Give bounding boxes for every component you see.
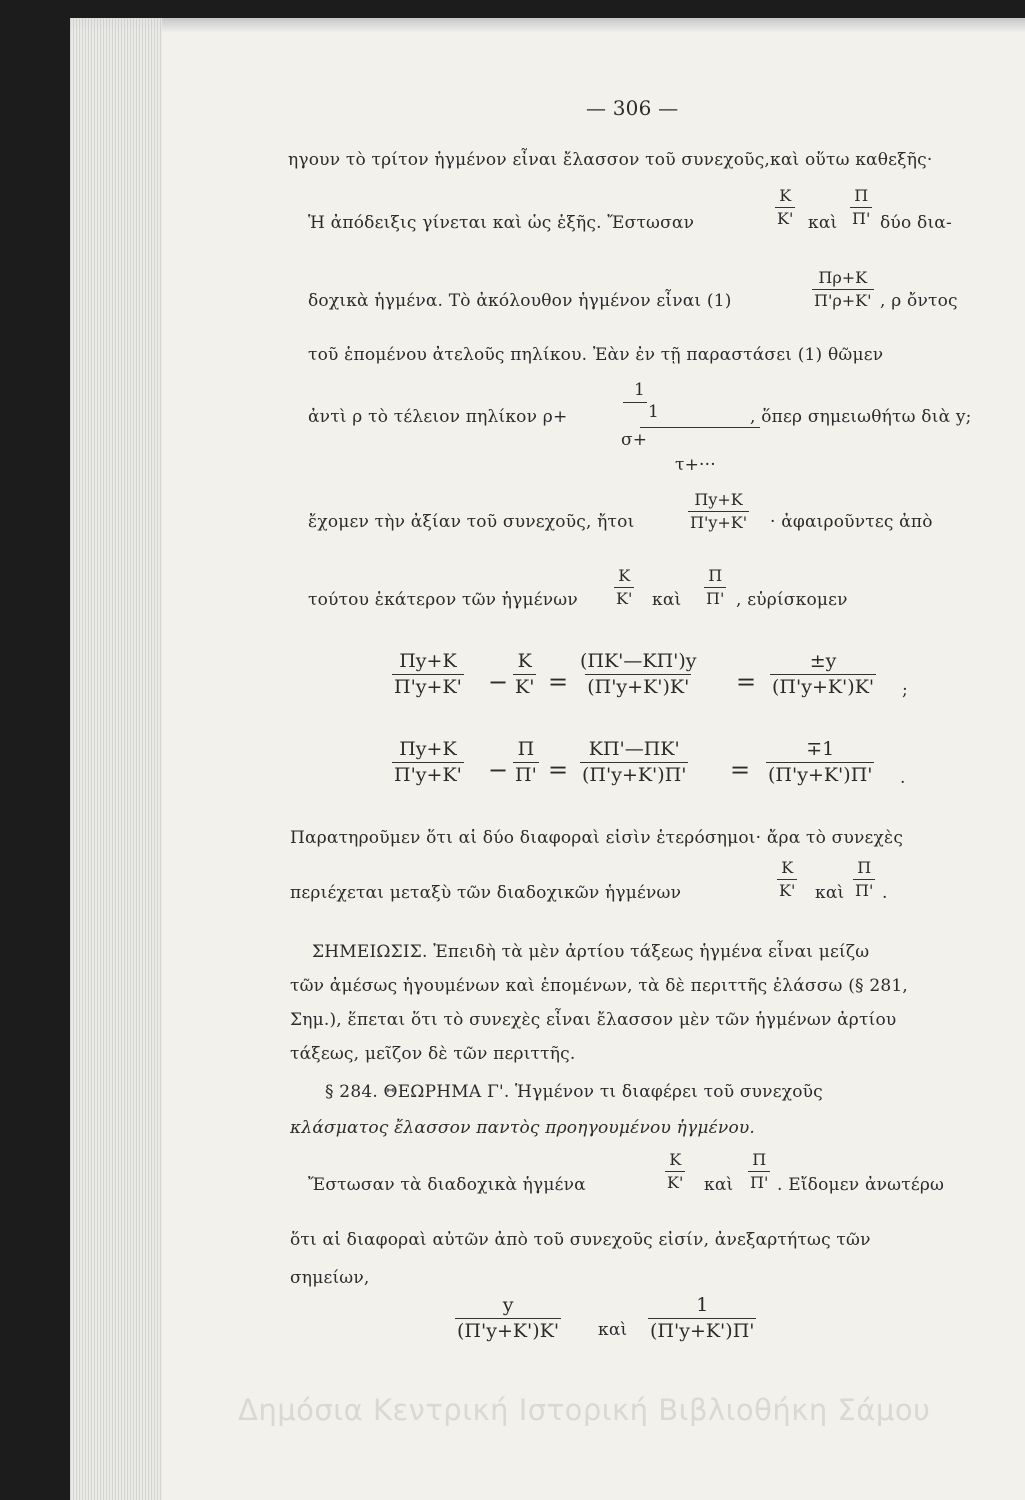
eq2-frac-4 [766, 740, 874, 785]
text-line-3a: δοχικὰ ἡγμένα. Τὸ ἀκόλουθον ἡγμένον εἶναι (1) [308, 291, 732, 311]
denominator: K' [616, 589, 633, 608]
text-line-16b: καὶ [704, 1175, 734, 1195]
cf-sigma: σ+ [621, 430, 648, 450]
eq1-frac-1 [392, 652, 464, 697]
numerator: ±y [809, 650, 837, 672]
text-line-16c: . Εἴδομεν ἀνωτέρω [777, 1175, 945, 1195]
denominator: Π'ρ+K' [814, 291, 872, 310]
denominator: K' [515, 676, 535, 698]
fraction-K-over-Kp [775, 188, 795, 227]
denominator: Π' [855, 881, 874, 900]
numerator: Π [854, 186, 869, 205]
text-line-10: ΣΗΜΕΙΩΣΙΣ. Ἐπειδὴ τὰ μὲν ἀρτίου τάξεως ἡγμένα εἶναι μείζω [312, 942, 870, 962]
theorem-statement: κλάσματος ἔλασσον παντὸς προηγουμένου ἡγμένου. [290, 1118, 756, 1138]
fraction-K-over-Kp-2 [614, 568, 634, 607]
text-line-11: τῶν ἀμέσως ἡγουμένων καὶ ἑπομένων, τὰ δὲ περιττῆς ἐλάσσω (§ 281, [290, 976, 908, 996]
numerator: Π [517, 738, 535, 760]
denominator: Π'y+K' [394, 676, 462, 698]
final-frac-1 [648, 1296, 756, 1341]
denominator: Π'y+K' [394, 764, 462, 786]
text-line-9-period: . [882, 883, 888, 903]
cf-bar-2 [640, 427, 760, 428]
text-line-12: Σημ.), ἕπεται ὅτι τὸ συνεχὲς εἶναι ἔλασσον μὲν τῶν ἡγμένων ἀρτίου [290, 1010, 897, 1030]
fraction-rho [812, 270, 874, 309]
eq2-frac-2 [513, 740, 539, 785]
eq2-frac-1 [392, 740, 464, 785]
numerator: Π [708, 566, 723, 585]
fraction-K-over-Kp-4 [665, 1152, 685, 1191]
numerator: Π [857, 858, 872, 877]
denominator: Π' [852, 209, 871, 228]
eq2-period: . [900, 768, 906, 788]
cf-one-mid: 1 [648, 402, 660, 422]
text-line-7b: καὶ [652, 590, 682, 610]
eq2-frac-3 [580, 740, 688, 785]
numerator: K [517, 650, 532, 672]
text-line-18: σημείων, [290, 1268, 370, 1288]
numerator: Πy+K [694, 490, 743, 509]
page-edge-stack [70, 18, 162, 1500]
denominator: K' [667, 1173, 684, 1192]
numerator: Πy+K [399, 738, 457, 760]
text-line-16a: Ἔστωσαν τὰ διαδοχικὰ ἡγμένα [308, 1175, 586, 1195]
fraction-P-over-Pp-3 [853, 860, 875, 899]
denominator: (Π'y+K')Π' [650, 1320, 755, 1342]
eq1-frac-4 [770, 652, 876, 697]
denominator: Π' [706, 589, 725, 608]
cf-tau: τ+··· [675, 455, 716, 475]
eq1-frac-3 [578, 652, 699, 697]
numerator: Πρ+K [818, 268, 868, 287]
numerator: K [618, 566, 631, 585]
text-line-2c: δύο δια- [880, 213, 952, 233]
text-line-2b: καὶ [808, 213, 838, 233]
numerator: Πy+K [399, 650, 457, 672]
denominator: Π' [750, 1173, 769, 1192]
eq2-equals-2: = [730, 756, 751, 784]
page-top-band [70, 18, 1025, 32]
text-line-3b: , ρ ὄντος [880, 291, 958, 311]
denominator: (Π'y+K')K' [457, 1320, 560, 1342]
eq1-equals-1: = [548, 668, 569, 696]
final-and: καὶ [598, 1320, 628, 1340]
cf-one-top: 1 [634, 380, 646, 400]
text-line-9b: καὶ [815, 883, 845, 903]
text-line-1: ηγουν τὸ τρίτον ἡγμένον εἶναι ἔλασσον τοῦ συνεχοῦς,καὶ οὕτω καθεξῆς· [288, 150, 933, 170]
page-number: — 306 — [586, 96, 679, 120]
denominator: K' [777, 209, 794, 228]
numerator: Π [752, 1150, 767, 1169]
numerator: 1 [696, 1294, 709, 1316]
text-line-9a: περιέχεται μεταξὺ τῶν διαδοχικῶν ἡγμένων [290, 883, 682, 903]
eq1-equals-2: = [736, 668, 757, 696]
theorem-heading: § 284. ΘΕΩΡΗΜΑ Γ'. Ἡγμένον τι διαφέρει τοῦ συνεχοῦς [325, 1082, 823, 1102]
final-frac-y [455, 1296, 561, 1341]
text-line-4: τοῦ ἑπομένου ἀτελοῦς πηλίκου. Ἐὰν ἐν τῇ παραστάσει (1) θῶμεν [308, 345, 884, 365]
text-line-2a: Ἡ ἀπόδειξις γίνεται καὶ ὡς ἑξῆς. Ἔστωσαν [308, 213, 695, 233]
denominator: K' [779, 881, 796, 900]
eq2-equals-1: = [548, 756, 569, 784]
eq1-frac-2 [513, 652, 536, 697]
numerator: K [779, 186, 792, 205]
text-line-8: Παρατηροῦμεν ὅτι αἱ δύο διαφοραὶ εἰσὶν ἑτερόσημοι· ἄρα τὸ συνεχὲς [290, 828, 904, 848]
cf-bar-1 [623, 402, 647, 403]
denominator: (Π'y+K')K' [772, 676, 875, 698]
denominator: (Π'y+K')Π' [582, 764, 687, 786]
fraction-P-over-Pp-2 [704, 568, 726, 607]
text-line-6a: ἔχομεν τὴν ἀξίαν τοῦ συνεχοῦς, ἤτοι [308, 512, 635, 532]
eq1-minus: − [488, 668, 509, 696]
numerator: (ΠK'—KΠ')y [580, 650, 697, 672]
numerator: KΠ'—ΠK' [588, 738, 680, 760]
fraction-K-over-Kp-3 [777, 860, 797, 899]
text-line-5a: ἀντὶ ρ τὸ τέλειον πηλίκον ρ+ [308, 407, 568, 427]
numerator: ∓1 [806, 738, 835, 760]
eq2-minus: − [488, 756, 509, 784]
text-line-7c: , εὑρίσκομεν [736, 590, 848, 610]
denominator: (Π'y+K')K' [587, 676, 690, 698]
text-line-13: τάξεως, μεῖζον δὲ τῶν περιττῆς. [290, 1044, 576, 1064]
text-line-7a: τούτου ἑκάτερον τῶν ἡγμένων [308, 590, 578, 610]
fraction-P-over-Pp-4 [748, 1152, 770, 1191]
numerator: y [502, 1294, 514, 1316]
numerator: K [669, 1150, 682, 1169]
fraction-P-over-Pp [850, 188, 872, 227]
numerator: K [781, 858, 794, 877]
denominator: Π'y+K' [690, 513, 748, 532]
text-line-6b: · ἀφαιροῦντες ἀπὸ [770, 512, 933, 532]
denominator: (Π'y+K')Π' [768, 764, 873, 786]
text-line-5b: , ὅπερ σημειωθήτω διὰ y; [750, 407, 972, 427]
denominator: Π' [515, 764, 537, 786]
text-line-17: ὅτι αἱ διαφοραὶ αὐτῶν ἀπὸ τοῦ συνεχοῦς εἰσίν, ἀνεξαρτήτως τῶν [290, 1230, 871, 1250]
fraction-y [688, 492, 749, 531]
library-watermark: Δημόσια Κεντρική Ιστορική Βιβλιοθήκη Σάμου [238, 1393, 931, 1427]
eq1-semicolon: ; [902, 680, 908, 700]
